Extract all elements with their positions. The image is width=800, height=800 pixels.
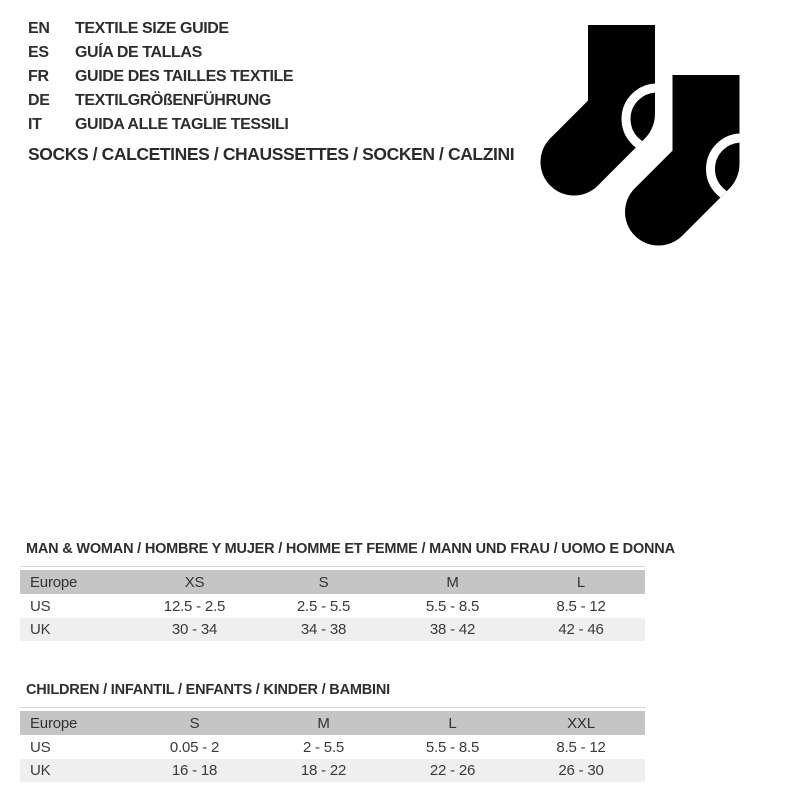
size-value: 2.5 - 5.5: [296, 598, 351, 615]
size-value: 16 - 18: [171, 762, 218, 779]
size-value: 34 - 38: [300, 621, 347, 638]
size-value: 38 - 42: [429, 621, 476, 638]
table-header-row: [20, 570, 645, 594]
list-item: [28, 89, 293, 113]
table-header-row: [20, 711, 645, 735]
region-label: UK: [30, 621, 51, 638]
socks-icon: [538, 15, 798, 250]
column-header: M: [446, 573, 459, 591]
size-value: 22 - 26: [429, 762, 476, 779]
column-header: XS: [184, 573, 205, 591]
language-label: GUIDE DES TAILLES TEXTILE: [75, 68, 294, 85]
language-label: TEXTILGRÖßENFÜHRUNG: [75, 92, 271, 109]
column-header: Europe: [30, 573, 78, 591]
language-label: GUÍA DE TALLAS: [75, 44, 202, 61]
table-row: [20, 736, 645, 759]
size-value: 5.5 - 8.5: [425, 598, 480, 615]
children-section-title: CHILDREN / INFANTIL / ENFANTS / KINDER / BAMBINI: [26, 682, 390, 698]
language-label: GUIDA ALLE TAGLIE TESSILI: [75, 116, 289, 133]
size-value: 12.5 - 2.5: [163, 598, 226, 615]
size-value: 8.5 - 12: [556, 739, 606, 756]
region-label: US: [30, 739, 51, 756]
language-code: DE: [28, 92, 50, 109]
size-value: 42 - 46: [558, 621, 604, 638]
language-label: TEXTILE SIZE GUIDE: [75, 20, 229, 37]
language-code: ES: [28, 44, 49, 61]
size-value: 8.5 - 12: [556, 598, 606, 615]
list-item: [28, 113, 293, 137]
size-value: 26 - 30: [558, 762, 604, 779]
children-size-table: [20, 707, 645, 782]
column-header: M: [317, 714, 330, 732]
column-header: S: [318, 573, 329, 591]
list-item: [28, 65, 293, 89]
list-item: [28, 41, 293, 65]
size-value: 5.5 - 8.5: [425, 739, 480, 756]
language-code: FR: [28, 68, 49, 85]
size-value: 18 - 22: [300, 762, 347, 779]
column-header: L: [576, 573, 586, 591]
region-label: UK: [30, 762, 51, 779]
list-item: [28, 17, 293, 41]
region-label: US: [30, 598, 51, 615]
man-woman-section-title: MAN & WOMAN / HOMBRE Y MUJER / HOMME ET FEMME / MANN UND FRAU / UOMO E DONNA: [26, 541, 675, 557]
column-header: L: [448, 714, 457, 732]
column-header: XXL: [567, 714, 595, 732]
table-row: [20, 595, 645, 618]
language-code: EN: [28, 20, 50, 37]
column-header: Europe: [30, 714, 78, 732]
man-woman-size-table: [20, 566, 645, 641]
table-row: [20, 759, 645, 782]
size-value: 30 - 34: [171, 621, 218, 638]
column-header: S: [189, 714, 200, 732]
table-row: [20, 618, 645, 641]
size-value: 0.05 - 2: [169, 739, 220, 756]
size-value: 2 - 5.5: [302, 739, 345, 756]
category-title: SOCKS / CALCETINES / CHAUSSETTES / SOCKEN / CALZINI: [28, 144, 515, 164]
language-guide-list: [28, 17, 293, 137]
language-code: IT: [28, 116, 42, 133]
